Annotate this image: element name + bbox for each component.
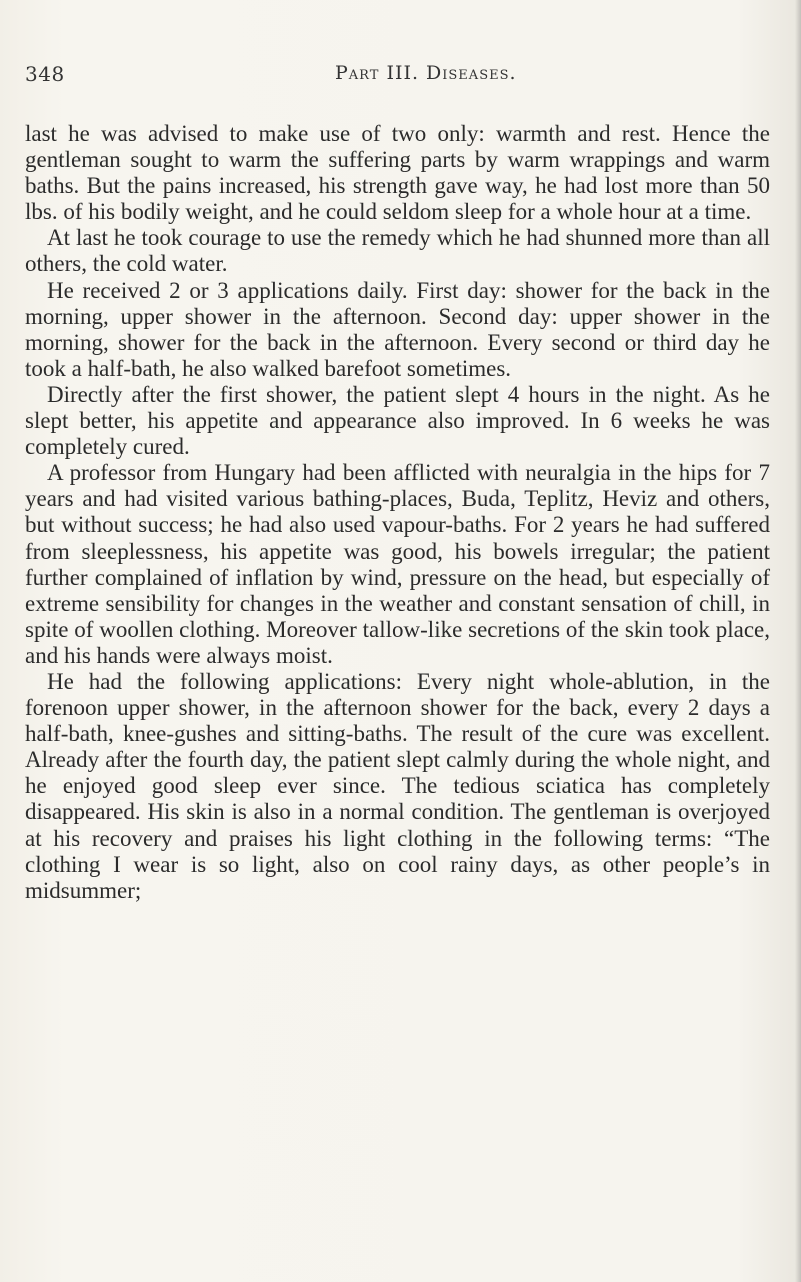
body-text [25, 121, 770, 904]
paragraph: last he was advised to make use of two only: warmth and rest. Hence the gentleman sought to warm the suffering parts by warm wrappings and warm baths. But the pains increased, his strength gave way, he had lost more than 50 lbs. of his bodily weight, and he could seldom sleep for a whole hour at a time. [25, 121, 770, 225]
page-edge-shadow [795, 0, 801, 1282]
paragraph: A professor from Hungary had been afflicted with neuralgia in the hips for 7 years and had visited various bathing-places, Buda, Teplitz, Heviz and others, but without success; he had also used vapour-baths. For 2 years he had suffered from sleeplessness, his appetite was good, his bowels irregular; the patient further complained of inflation by wind, pressure on the head, but especially of extreme sensibility for changes in the weather and constant sensation of chill, in spite of woollen clothing. Moreover tallow-like secretions of the skin took place, and his hands were always moist. [25, 460, 770, 668]
page-header [0, 62, 801, 88]
paragraph: He received 2 or 3 applications daily. First day: shower for the back in the morning, upper shower in the afternoon. Second day: upper shower in the morning, shower for the back in the afternoon. Every second or third day he took a half-bath, he also walked barefoot sometimes. [25, 277, 770, 381]
paragraph: Directly after the first shower, the patient slept 4 hours in the night. As he slept better, his appetite and appearance also improved. In 6 weeks he was completely cured. [25, 381, 770, 460]
paragraph: At last he took courage to use the remedy which he had shunned more than all others, the cold water. [25, 225, 770, 277]
page-number: 348 [25, 62, 65, 86]
running-title: Part III. Diseases. [335, 62, 517, 84]
paragraph: He had the following applications: Every night whole-ablution, in the forenoon upper shower, in the afternoon shower for the back, every 2 days a half-bath, knee-gushes and sitting-baths. The result of the cure was excellent. Already after the fourth day, the patient slept calmly during the whole night, and he enjoyed good sleep ever since. The tedious sciatica has completely disappeared. His skin is also in a normal condition. The gentleman is overjoyed at his recovery and praises his light clothing in the following terms: “The clothing I wear is so light, also on cool rainy days, as other people’s in midsummer; [25, 668, 770, 903]
